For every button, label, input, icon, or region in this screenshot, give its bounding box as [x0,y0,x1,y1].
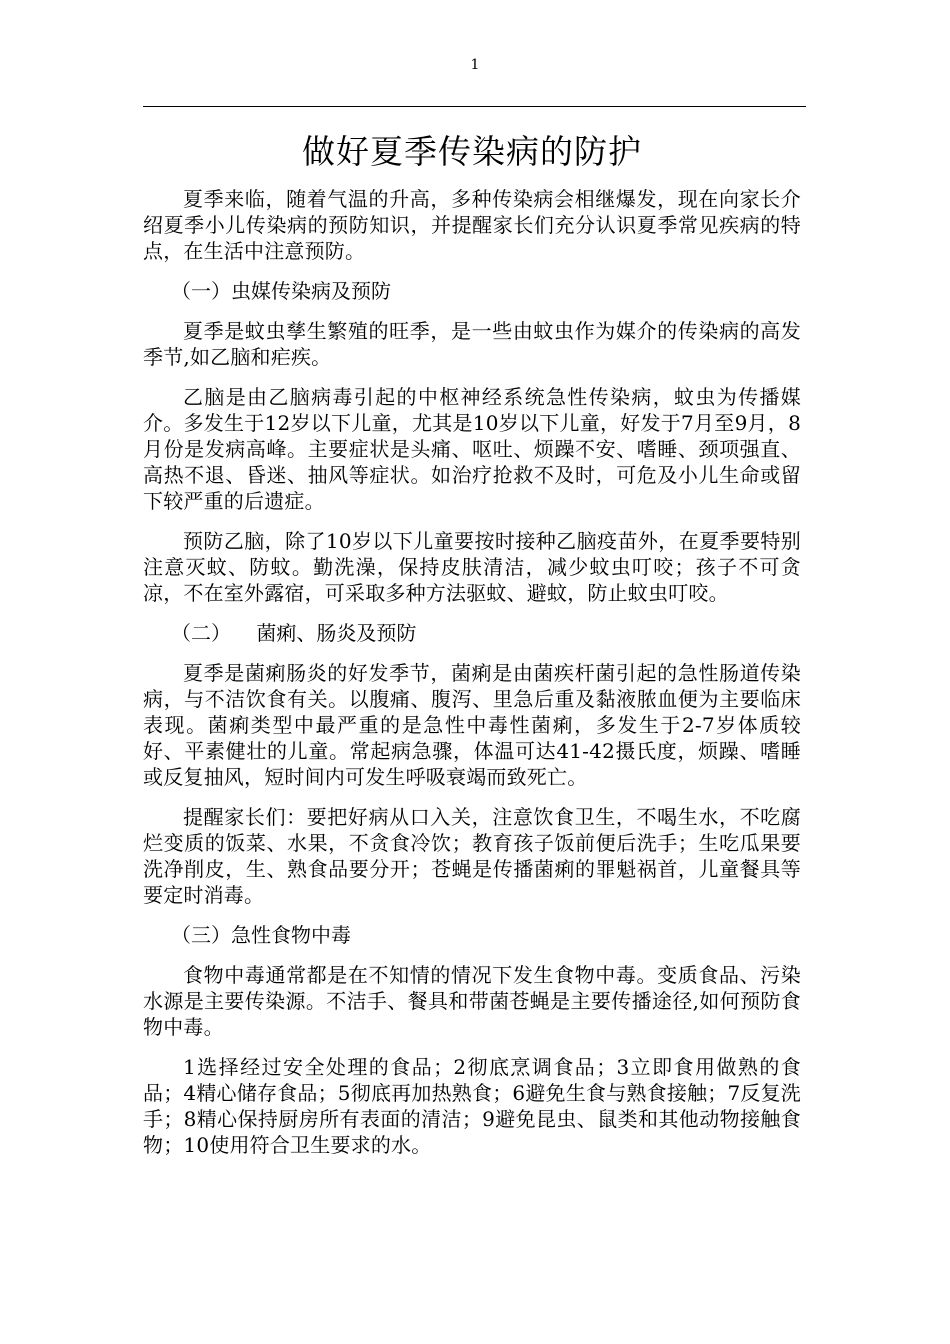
section2-paragraph-2: 提醒家长们：要把好病从口入关，注意饮食卫生，不喝生水，不吃腐烂变质的饭菜、水果，不贪食冷饮；教育孩子饭前便后洗手；生吃瓜果要洗净削皮，生、熟食品要分开；苍蝇是传播菌痢的罪魁祸首，儿童餐具等要定时消毒。 [143,805,801,907]
section2-paragraph-1: 夏季是菌痢肠炎的好发季节，菌痢是由菌疾杆菌引起的急性肠道传染病，与不洁饮食有关。以腹痛、腹泻、里急后重及黏液脓血便为主要临床表现。菌痢类型中最严重的是急性中毒性菌痢，多发生于2-7岁体质较好、平素健壮的儿童。常起病急骤，体温可达41-42摄氏度，烦躁、嗜睡或反复抽风，短时间内可发生呼吸衰竭而致死亡。 [143,661,801,789]
section1-paragraph-3: 预防乙脑，除了10岁以下儿童要按时接种乙脑疫苗外，在夏季要特别注意灭蚊、防蚊。勤洗澡，保持皮肤清洁，减少蚊虫叮咬；孩子不可贪凉，不在室外露宿，可采取多种方法驱蚊、避蚊，防止蚊虫叮咬。 [143,529,801,605]
document-title: 做好夏季传染病的防护 [302,132,642,171]
section3-paragraph-2: 1选择经过安全处理的食品；2彻底烹调食品；3立即食用做熟的食品；4精心储存食品；5彻底再加热熟食；6避免生食与熟食接触；7反复洗手；8精心保持厨房所有表面的清洁；9避免昆虫、鼠类和其他动物接触食物；10使用符合卫生要求的水。 [143,1055,801,1157]
section-heading-2: （二） 菌痢、肠炎及预防 [171,621,417,645]
section1-paragraph-2: 乙脑是由乙脑病毒引起的中枢神经系统急性传染病，蚊虫为传播媒介。多发生于12岁以下儿童，尤其是10岁以下儿童，好发于7月至9月，8月份是发病高峰。主要症状是头痛、呕吐、烦躁不安、嗜睡、颈项强直、高热不退、昏迷、抽风等症状。如治疗抢救不及时，可危及小儿生命或留下较严重的后遗症。 [143,385,801,513]
section1-paragraph-1: 夏季是蚊虫孳生繁殖的旺季，是一些由蚊虫作为媒介的传染病的高发季节,如乙脑和疟疾。 [143,319,801,369]
section-heading-3: （三）急性食物中毒 [171,923,351,947]
document-body [143,128,801,1172]
section-heading-1: （一）虫媒传染病及预防 [171,279,391,303]
section3-paragraph-1: 食物中毒通常都是在不知情的情况下发生食物中毒。变质食品、污染水源是主要传染源。不洁手、餐具和带菌苍蝇是主要传播途径,如何预防食物中毒。 [143,963,801,1039]
intro-paragraph: 夏季来临，随着气温的升高，多种传染病会相继爆发，现在向家长介绍夏季小儿传染病的预防知识，并提醒家长们充分认识夏季常见疾病的特点，在生活中注意预防。 [143,187,801,263]
page-number: 1 [470,57,480,73]
header-rule [143,106,806,107]
